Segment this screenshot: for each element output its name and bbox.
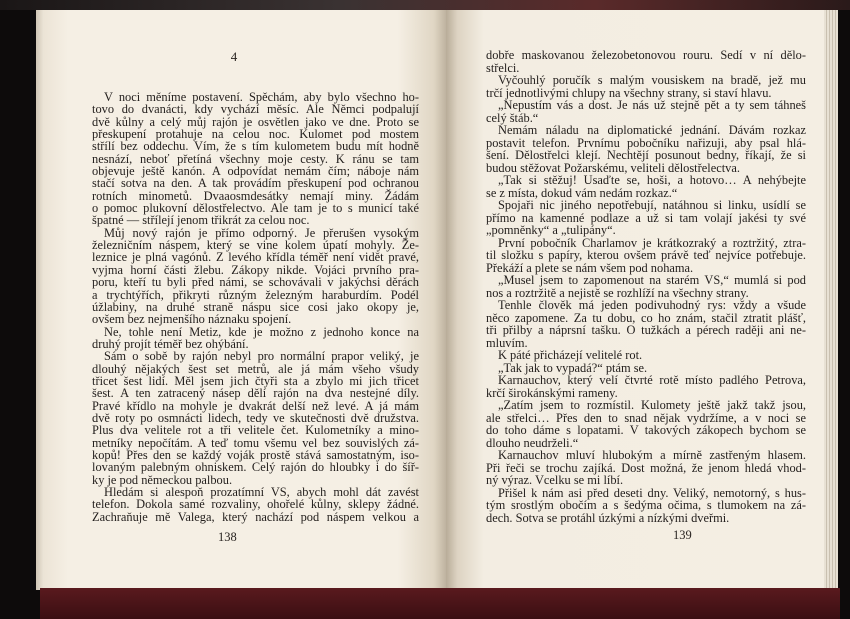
text-line: ale střelci… Přes den to snad nějak vydržíme, a v noci se <box>486 410 806 425</box>
text-line: ovšem bez nejmenšího náznaku spojení. <box>92 312 292 327</box>
text-line: poru, kteří tu byli před námi, se schovávali v jakýchsi děrách <box>92 275 419 290</box>
text-line: Vyčouhlý poručík s malým vousiskem na bradě, jež mu <box>498 73 806 87</box>
text-line: šest. A ten zatracený násep dělí rajón na dva nestejné díly. <box>92 386 419 401</box>
text-line: a trychtýřích, přikryti různým železným haraburdím. Podél <box>92 287 419 302</box>
text-line: „Nepustím vás a dost. Je nás už stejně pět a ty sem táhneš <box>498 98 806 112</box>
text-line: Ne, tohle není Metiz, kde je možno z jednoho konce na <box>104 324 419 339</box>
text-line: ný výraz. Vcelku se mi líbí. <box>486 473 624 487</box>
page-number-right: 139 <box>673 528 692 542</box>
paragraph <box>486 199 806 237</box>
text-line: Nemám náladu na diplomatické jednání. Dávám rozkaz <box>498 123 806 137</box>
paragraph <box>486 237 806 275</box>
text-line: špatné — střílejí jenom třikrát za celou noc. <box>92 213 310 228</box>
text-line: til složku s papíry, kterou ovšem právě teď nejvíce potřebuje. <box>486 248 806 262</box>
page-number-left: 138 <box>218 530 237 544</box>
text-line: K páté přicházejí velitelé rot. <box>498 348 643 362</box>
text-line: celý štáb.“ <box>486 110 539 125</box>
paragraph <box>486 124 806 174</box>
text-line: trčí jednotlivými chlupy na všechny strany, si staví hlavu. <box>486 85 772 100</box>
text-line: metníky nepočítám. A teď tomu všemu vel bez souvislých zá- <box>92 435 419 450</box>
text-line: stačí sotva na den. A tak provádím přeskupení pod ochranou <box>92 176 419 191</box>
text-line: „Zatím jsem to rozmístil. Kulomety ještě jakž takž jsou, <box>498 398 806 412</box>
text-line: dlouho neudrželi.“ <box>486 435 579 450</box>
paragraph <box>486 274 806 299</box>
text-line: vyjma horní části žlebu. Zákopy nikde. Vojáci prvního pra- <box>92 262 419 277</box>
paragraph <box>92 350 419 486</box>
paragraph <box>92 91 419 227</box>
text-line: dlouhý nějakých šest set metrů, ale já mám všeho všudy <box>92 361 419 376</box>
text-line: se z místa, dokud vám nedám rozkaz.“ <box>486 185 678 200</box>
paragraph <box>486 99 806 124</box>
text-line: Pravé křídlo na mohyle je dvakrát delší než levé. A já mám <box>92 398 419 413</box>
book-top-edge <box>0 0 850 10</box>
right-page-edges <box>824 10 838 590</box>
text-line: Hledám si alespoň prozatímní VS, abych mohl dát zavést <box>104 485 419 499</box>
text-line: V noci měníme postavení. Spěchám, aby bylo všechno ho- <box>104 90 419 104</box>
text-line: objevuje ještě kanón. A odpovídat nemám čím; náboje nám <box>92 164 419 179</box>
text-line: Karnauchov mluví hlubokým a mírně zastřeným hlasem. <box>498 448 806 462</box>
paragraph <box>92 486 419 523</box>
text-line: Karnauchov, který velí čtvrté rotě místo padlého Petrova, <box>498 373 806 387</box>
text-line: Sám o sobě by rajón nebyl pro normální prapor veliký, je <box>104 349 419 364</box>
text-line: dobře maskovanou železobetonovou rouru. Sedí v ní dělo- <box>486 48 806 62</box>
text-line: něco zapomene. Za tu dobu, co ho znám, stačil ztratit plášť, <box>486 310 806 325</box>
text-line: postavit telefon. Prvnímu pobočníku nařizuji, aby psal hlá- <box>486 135 806 150</box>
text-line: železničním náspem, který se vine kolem úpatí mohyly. Že- <box>92 238 419 253</box>
text-line: krčí širokánskými rameny. <box>486 385 618 400</box>
text-line: „Musel jsem to zapomenout na starém VS,“ mumlá si pod <box>498 273 806 287</box>
paragraph <box>486 299 806 349</box>
paragraph <box>92 227 419 326</box>
text-line: Překáží a plete se nám všem pod nohama. <box>486 260 694 275</box>
text-line: třicet šest lidí. Měl jsem jich čtyři sta a zbylo mi jich třicet <box>92 373 419 388</box>
text-line: První pobočník Charlamov je krátkozraký a roztržitý, ztra- <box>498 235 806 250</box>
text-line: nesnází, neboť přetíná všechny moje cesty. K ránu se tam <box>92 151 419 166</box>
text-line: střelci. <box>486 60 520 75</box>
right-page-text <box>486 49 806 524</box>
text-line: Zachraňuje mě Valega, který nachází pod náspem velkou a <box>92 509 419 524</box>
text-line: budou stěžovat Požarskému, veliteli dělostřelectva. <box>486 160 740 175</box>
chapter-number: 4 <box>230 49 238 64</box>
text-line: Při řeči se trochu zajíká. Dost možná, že jenom hledá vhod- <box>486 460 806 475</box>
text-line: přímo na kamenné podlaze a už si tam volají jakési ty své <box>486 210 806 225</box>
left-page-edges <box>36 10 44 590</box>
text-line: nos a roztržitě a nejistě se rozhlíží na všechny strany. <box>486 285 749 300</box>
text-line: „Tak si stěžuj! Usaďte se, hoši, a hotovo… A nehýbejte <box>498 173 806 187</box>
text-line: Můj nový rajón je přímo odporný. Je přerušen vysokým <box>104 225 419 240</box>
text-line: přeskupení protahuje na celou noc. Kulomet pod mostem <box>92 127 419 142</box>
text-line: Tenhle člověk má jeden podivuhodný rys: vždy a všude <box>498 298 806 312</box>
text-line: šení. Dělostřelci klejí. Nechtějí posunout bedny, říkají, že si <box>486 148 806 162</box>
paragraph <box>486 49 806 74</box>
text-line: dech. Sotva se protáhl úzkými a nízkými dveřmi. <box>486 510 730 525</box>
paragraph <box>486 487 806 525</box>
left-page-text <box>92 91 419 523</box>
text-line: telefon. Dokola samé rozvaliny, ohořelé kůlny, sklepy žádné. <box>92 497 419 512</box>
text-line: tovo do dvanácti, kdy vychází měsíc. Ale Němci podpalují <box>92 102 419 117</box>
paragraph <box>486 374 806 399</box>
paragraph <box>486 74 806 99</box>
text-line: mluvím. <box>486 335 528 350</box>
paragraph <box>486 174 806 199</box>
paragraph <box>486 449 806 487</box>
paragraph <box>92 326 419 351</box>
text-line: Plus dva velitele rot a tři velitele čet. Kulometníky a mino- <box>92 423 419 438</box>
text-line: ky je pod německou palbou. <box>92 472 233 487</box>
text-line: tři přilby a náprsní tašku. O tužkách a pérech raději ani ne- <box>486 323 806 337</box>
text-line: „Tak jak to vypadá?“ ptám se. <box>498 360 648 375</box>
text-line: lovaným palebným ohniskem. Celý rajón do hloubky i do šíř- <box>92 460 419 475</box>
book-cover-bottom <box>40 588 840 619</box>
text-line: Spojaři nic jiného nepotřebují, natáhnou si linku, usídlí se <box>498 198 806 212</box>
text-line: Přišel k nám asi před deseti dny. Veliký, nemotorný, s hus- <box>498 485 806 500</box>
text-line: druhý projít téměř bez ohýbání. <box>92 336 249 351</box>
text-line: o pomoc plukovní dělostřelectvo. Ale tam je to s municí také <box>92 201 419 216</box>
text-line: dvě roty po osmnácti lidech, tedy ve skutečnosti dvě družstva. <box>92 410 419 425</box>
text-line: „pomněnky“ a „tulipány“. <box>486 223 616 237</box>
text-line: střílí bez oddechu. Vím, že s tím kulometem budu mít hodně <box>92 139 419 154</box>
text-line: tým srostlým obočím a s šedýma očima, s tlumokem na zá- <box>486 498 806 512</box>
text-line: kopů! Přes den se každý voják prostě stává samostatným, iso- <box>92 447 419 462</box>
text-line: do toho dáme s lopatami. V takových zákopech bychom se <box>486 423 806 437</box>
text-line: dvě kůlny a celý můj rajón je osvětlen jako ve dne. Proto se <box>92 114 419 129</box>
text-line: úžlabiny, na druhé straně náspu sice cosi jako okopy je, <box>92 299 419 314</box>
paragraph <box>486 399 806 449</box>
text-line: rotních minometů. Dvaaosmdesátky nemají miny. Žádám <box>92 188 419 203</box>
text-line: leznice je plná vagónů. Z levého křídla téměř není vidět pravé, <box>92 250 419 265</box>
paragraph <box>486 349 806 362</box>
